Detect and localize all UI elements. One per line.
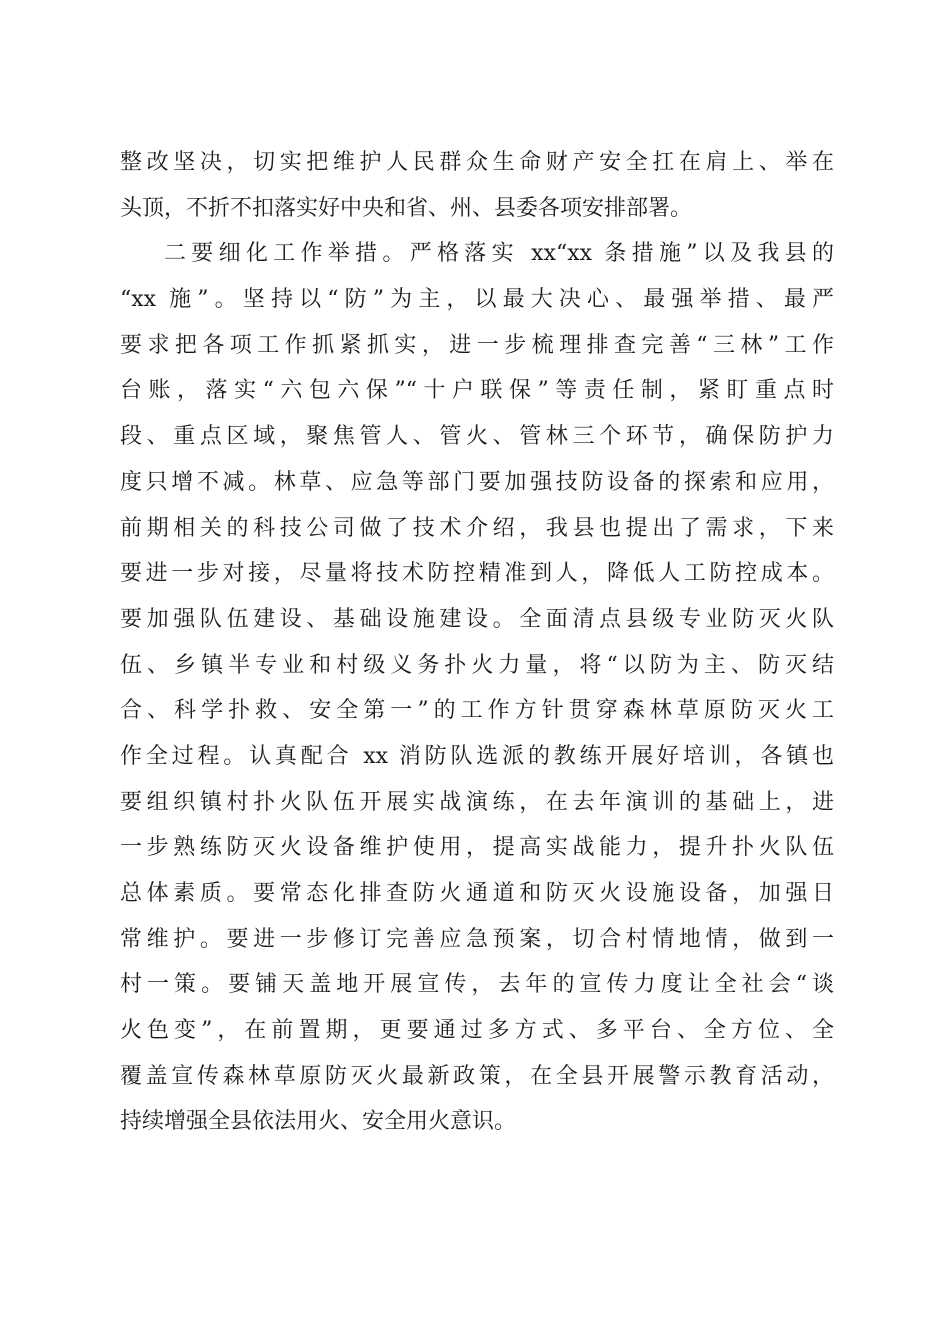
text-line: 度只增不减。林草、应急等部门要加强技防设备的探索和应用， <box>120 469 834 495</box>
text-line: 村一策。要铺天盖地开展宣传，去年的宣传力度让全社会“谈 <box>120 972 834 998</box>
text-line: 合、科学扑救、安全第一”的工作方针贯穿森林草原防灭火工 <box>120 698 834 724</box>
text-line: 整改坚决，切实把维护人民群众生命财产安全扛在肩上、举在 <box>120 150 834 175</box>
text-line: 要进一步对接，尽量将技术防控精准到人，降低人工防控成本。 <box>120 561 834 587</box>
text-line: 覆盖宣传森林草原防灭火最新政策，在全县开展警示教育活动， <box>120 1063 834 1089</box>
text-line: 火色变”，在前置期，更要通过多方式、多平台、全方位、全 <box>120 1018 834 1044</box>
text-line: 头顶，不折不扣落实好中央和省、州、县委各项安排部署。 <box>120 195 693 221</box>
text-line: “xx 施”。坚持以“防”为主，以最大决心、最强举措、最严 <box>120 287 834 313</box>
text-line: 持续增强全县依法用火、安全用火意识。 <box>120 1109 517 1135</box>
text-line: 段、重点区域，聚焦管人、管火、管林三个环节，确保防护力 <box>120 424 834 450</box>
paragraph-start-line: 二要细化工作举措。严格落实 xx“xx 条措施”以及我县的 <box>164 241 834 267</box>
text-line: 要求把各项工作抓紧抓实，进一步梳理排查完善“三林”工作 <box>120 332 834 358</box>
text-line: 要加强队伍建设、基础设施建设。全面清点县级专业防灭火队 <box>120 606 834 632</box>
document-body <box>120 140 834 1145</box>
text-line: 台账，落实“六包六保”“十户联保”等责任制，紧盯重点时 <box>120 378 834 404</box>
text-line: 伍、乡镇半专业和村级义务扑火力量，将“以防为主、防灭结 <box>120 652 834 678</box>
text-line: 一步熟练防灭火设备维护使用，提高实战能力，提升扑火队伍 <box>120 835 834 861</box>
text-line: 作全过程。认真配合 xx 消防队选派的教练开展好培训，各镇也 <box>120 743 834 769</box>
text-line: 要组织镇村扑火队伍开展实战演练，在去年演训的基础上，进 <box>120 789 834 815</box>
text-line: 总体素质。要常态化排查防火通道和防灭火设施设备，加强日 <box>120 881 834 906</box>
text-line: 前期相关的科技公司做了技术介绍，我县也提出了需求，下来 <box>120 515 834 541</box>
text-line: 常维护。要进一步修订完善应急预案，切合村情地情，做到一 <box>120 926 834 952</box>
